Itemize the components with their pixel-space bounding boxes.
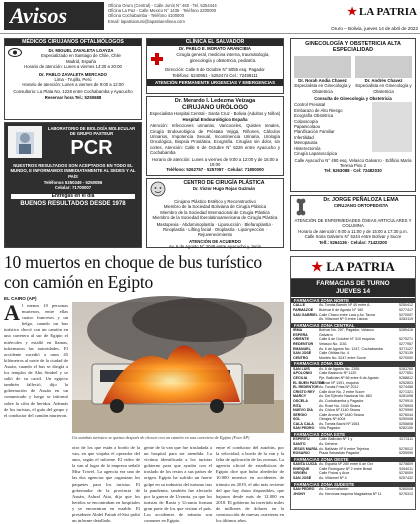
credential: Cirujano Plástico Estético y Reconstructivo [174, 199, 256, 204]
pharmacy-name: ORIENTE [293, 337, 309, 342]
doctor-name: Dr. Norah Andia Chavez [298, 77, 347, 83]
address: Consultorio: La Plata No. 1228 entre Cochabamba y Ayacucho [13, 88, 133, 94]
burning-bus-image [72, 302, 284, 433]
pharmacy-address: Av. Tomás Bachi Nº 1063 [319, 421, 360, 426]
hours: Horario de atención: Lunes a viernes de 9:00 a 12:00 y de 15:00 a 19:00 [151, 156, 279, 168]
pharmacy-phone: 5279910 [399, 398, 413, 403]
pharmacy-name: SAN GABRIEL [293, 312, 318, 317]
ad-pcr [4, 122, 142, 248]
pharmacy-phone: 5278809 [399, 462, 413, 467]
results-note: Entregas en el día [11, 194, 135, 199]
ad-oftalmologos [4, 38, 142, 120]
pharmacy-address: Pje. Ballivián Nº 66 entre 6 de Agosto [319, 375, 379, 380]
pharmacy-name: SAN PEDRO [293, 426, 315, 431]
newspaper-logo [335, 5, 417, 25]
bone-icon [294, 198, 308, 216]
pharmacy-name: CALA CALA [293, 421, 314, 426]
attention-note: ATENCIÓN DE ACUERDO [188, 238, 242, 244]
doctor-detail: Madrid, España [65, 58, 97, 64]
pharmacy-phone: 5276012 [399, 446, 413, 451]
ad-urologo [146, 96, 284, 176]
pharmacy-box [290, 256, 416, 510]
pharmacy-address: Av. 6 de Agosto No. 2355 [319, 366, 360, 371]
director: Dr. PABLO E. MORATO ARANCIBIA [179, 46, 251, 51]
credential: Miembro de la Sociedad Iberolatinoamericana de Cirugía Plástica [152, 215, 278, 221]
address: Calle Ayacucho N° 490 esq. Velasco Galvarro · Edificio María Teresa Piso 2 [294, 157, 412, 168]
pharmacy-address: Calle Rodríguez Nº 2 entre Brasil [319, 466, 372, 471]
phone: Teléfonos 5250349 - 5250086 [43, 180, 103, 186]
article-dateline: EL CAIRO (AP) [4, 296, 37, 301]
pharmacy-title-text: FARMACIAS DE TURNO [316, 280, 390, 287]
ad-text: ATENCIÓN DE ENFERMEDADES ÓSEAS ARTICULARES Y COLUMNA [294, 218, 412, 229]
pcr-big: PCR [70, 136, 113, 159]
doctor-detail: Especialista Hospital Central - Santa Cruz - Bolivia (Adultos y Niños) [149, 111, 281, 117]
pharmacy-name: RITA [293, 403, 302, 408]
pharmacy-zone-header: FARMACIAS ZONA OESTE [291, 457, 415, 462]
drop-cap: A [4, 300, 20, 325]
contact-line: Oficina Cochabamba - Teléfono 4100000 [108, 13, 185, 19]
pharmacy-row [291, 356, 415, 361]
pharmacy-phone: 5282150 [399, 426, 413, 431]
pharmacy-phone: 5285416 [399, 328, 413, 333]
pharmacy-name: JESÚS MARÍA [293, 446, 318, 451]
pharmacy-phone: 5276312 [399, 491, 413, 496]
pharmacy-name: EMANUEL [293, 346, 311, 351]
doctor-name: Dr. MIGUEL ZAVALETA LOAYZA [48, 48, 114, 53]
pharmacy-name: ROSARIO [293, 451, 310, 456]
hours: Horario de atención: Lunes a viernes de 9:00 a 12:00 [22, 82, 124, 88]
hours: Horario de atención: 9:00 a 11:00 y de 15:00 a 17:30 p.m. [298, 228, 408, 234]
pharmacy-address: Calle Oblitas No. 4 [319, 351, 349, 356]
lab-photo [8, 126, 42, 158]
pharmacy-row [291, 451, 415, 456]
pharmacy-address: Montes No. 5247 entre Sucre [319, 355, 366, 360]
pharmacy-address: Av. Circunvalación [319, 487, 349, 492]
ad-text: Cirugía general, medicina interna, traumatología, ginecología y obstetricia, pediatría. [176, 52, 270, 63]
pharmacy-name: MARCY [293, 394, 307, 399]
pharmacy-zone-header: FARMACIAS ZONA ESTE [291, 432, 415, 437]
pharmacy-phone: 5280008 [399, 487, 413, 492]
pharmacy-phone: 5288812 [399, 375, 413, 380]
pharmacy-phone: 5277957 [399, 341, 413, 346]
pharmacy-row [291, 492, 415, 497]
pharmacy-address: Calle Arce No. 2 entre Sucre [319, 389, 365, 394]
doctor-photo [355, 56, 412, 78]
pharmacy-zone-header: FARMACIAS ZONA SUDESTE [291, 482, 415, 487]
service-item: Menopausia [294, 140, 318, 146]
page-header [0, 0, 420, 34]
ad-title: CLÍNICA EL SALVADOR [147, 39, 283, 46]
article-headline: 10 muertos en choque de bus turístico con camión en Egipto [4, 252, 262, 292]
pharmacy-address: Bolívar No. 297, Pagador, Velasco [319, 328, 374, 333]
pharmacy-phone: 5281098 [399, 394, 413, 399]
contact-info [108, 3, 328, 24]
doctor-detail: Especialista en Ginecología y Obstetricia [355, 83, 412, 94]
ad-title: MÉDICOS CIRUJANOS OFTALMÓLOGOS [5, 39, 141, 46]
credential: Miembro de la Sociedad Boliviana de Cirugía Plástica [163, 204, 267, 210]
pharmacy-name: EL BUEN PASTOR [293, 380, 325, 385]
doctor-detail: Especialista en Ginecología y Obstetricia [294, 83, 351, 94]
contact-line: Oficina La Paz - Calle Mexico N° 1435 · Teléfono 2200000 [108, 8, 217, 14]
pharmacy-name: FARMAZOE [293, 308, 314, 312]
pharmacy-address: Calle Ballivián Nº 1 y [319, 437, 353, 442]
pharmacy-phone: 5279990 [399, 408, 413, 413]
article-text: l menos 10 personas murieron, entre ellas cuatro franceses y un belga, cuando un bus turístico chocó con un camión en una carretera al sur de Egipto el miércoles y estalló en llamas, informaron las autoridades. El accidente sucedió a unos 45 kilómetros al norte de la ciudad de Asuán, cuando el bus se dirigía a los templos de Abu Simbel y se salió de su carril. Un egipcio también falleció, dijo la gobernación de Asuán en un comunicado y luego se informó sobre la cifra de heridos. Además de los turistas, el guía del grupo y el conductor del camión murieron. [4, 303, 68, 418]
contact-line: Email: lapatriaoruro@lapatriaenlinea.com [108, 18, 185, 24]
phone: Teléfono: 5240951 - 5252474 Cel.: 72498111 [172, 72, 258, 78]
pharmacy-name: NUEVO DÍA [293, 408, 313, 413]
pharmacy-phone: 5271127 [399, 346, 413, 351]
cross-icon [150, 52, 164, 66]
pharmacy-zone-header: FARMACIAS ZONA SUD [291, 361, 415, 366]
ad-text: NUESTROS RESULTADOS SON ACEPTADOS EN TODO EL MUNDO, E INFORMAMOS INMEDIATAMENTE AL SEDES Y AL PAÍS [10, 162, 136, 179]
pharmacy-address: Calle Chaco entre Lara y Av. Tacna [319, 312, 375, 317]
pharmacy-name: JHONY [293, 491, 306, 496]
pharmacy-address: Bulevar 6 de Agosto N° 160 [319, 308, 364, 312]
pharmacy-address: Villa Pagador [319, 426, 341, 431]
pharmacy-address: Av. Tomás Frías Nº 2012 [319, 385, 359, 390]
article-column: gente de la van que fue trasladada a un hospital para ser atendida. La víctima identificada a los turistas gobierno para que ayudar con el traslado de los restos a sus países de origen. Egipto ha sufrido un fuerte golpe en su industria del turismo tras la pandemia, también fue afectado por la guerra de Ucrania, ya que los turistas de Rusia y Ucrania forman gran parte de los que visitan el país. Los accidentes de tránsito son comunes en Egipto. [144, 445, 212, 524]
pharmacy-phone: 5273111 [399, 437, 413, 442]
eye-icon [8, 48, 22, 57]
phone: Teléfono: 5262757 · 5257097 · Celular: 71800000 [166, 167, 264, 173]
pharmacy-address: Velasco No. 1151 [319, 341, 347, 346]
pharmacy-name: APOLONIO [293, 371, 313, 376]
specialty: CIRUJANO ORTOPEDISTA [333, 203, 389, 209]
star-icon: ★ [311, 259, 323, 274]
pharmacy-address: Calle Aroma Nº 1840 Sirana [319, 412, 364, 417]
pharmacy-phone: 5277417 [399, 308, 413, 312]
pharmacy-name: SERGIO [293, 412, 307, 417]
pharmacy-name: CRISTO REY [293, 389, 315, 394]
pharmacy-phone: 5283119 [399, 317, 413, 322]
clinic-photo [372, 102, 412, 152]
pharmacy-address: Calle Potosí y Arce [319, 471, 350, 476]
ad-ginecologia [290, 38, 416, 192]
service-item: Ecografía Obstétrica [294, 113, 334, 119]
service-item: Papanicolaou [294, 124, 321, 130]
pharmacy-phone: 5275139 [399, 351, 413, 356]
specialty: CIRUJANO URÓLOGO [181, 104, 248, 112]
article-column [4, 300, 68, 511]
credential: Miembro de la Sociedad Internacional de Cirugía Plástica [160, 209, 270, 215]
pharmacy-name: SAN PEDRO [293, 487, 315, 492]
newspaper-name: LA PATRIA [359, 6, 417, 18]
pharmacy-address: Av. Dehene [319, 442, 338, 447]
pharmacy-zone-header: FARMACIAS ZONA NORTE [291, 298, 415, 303]
pharmacy-address: Calle Backovic Nº 1120 [319, 371, 357, 376]
pharmacy-phone: 5283765 [399, 366, 413, 371]
pharmacy-phone: 5278905 [399, 403, 413, 408]
pharmacy-name: ESPÍRITU [293, 437, 310, 442]
ad-footer: ATENCIÓN PERMANENTE URGENCIAS Y EMERGENCIAS [147, 79, 283, 86]
doctor-name: Dr. JORGE PEÑALOZA LEMA [323, 197, 399, 203]
photo-caption: Un autobús turístico se quema después de chocar con un camión en una carretera de Egipto (Foto AP) [72, 435, 250, 440]
pharmacy-name: CALLE [293, 303, 305, 308]
pharmacy-name: REDENTOR [293, 341, 314, 346]
services-title: Consulta de Ginecología y Obstetricia [314, 96, 392, 102]
pharmacy-address: Av. Ballivián Nº 6 entre Tejerina [319, 446, 369, 451]
doctor-detail: Especializado en Santiago de Chile, Chile [41, 53, 121, 59]
phone: Telf.: 5264136 · Celular: 71423200 [319, 239, 387, 245]
pharmacy-name: EL REDENTOR [293, 385, 319, 390]
service-item: Infertilidad [294, 134, 314, 140]
hospital: Hospital Endourológico España [182, 116, 248, 122]
article-column: otro de los que están a bordo de la van, en que viajaba el operador del auto, según el informe. El video de la van al lugar de la empresa señaló Misr Travel. La agencia era una de las dos agencias que organizan los paquetes para los turistas. El gobernador de la provincia de Asuán, Ashraf Atia, dijo que los heridos se encontraban en hospitales y se encuentran en estable. El presidente Abdel Fattah el-Sisi pidió un informe detallado. [72, 445, 140, 524]
address: Calle Soria Galvarro N° 5244 entre Bolívar y Sucre [304, 234, 402, 240]
pharmacy-address: Av. Villarroel Nº 9 entre Lisboa [319, 317, 368, 322]
phone: Reservar hora Tel.: 5250688 [44, 95, 102, 101]
pharmacy-phone: 5252803 [399, 380, 413, 385]
ad-plastica [146, 178, 284, 248]
pharmacy-name: SOL [293, 417, 301, 422]
lab-name: LABORATORIO DE BIOLOGÍA MOLECULAR DE GRUPO PASTEUR [47, 126, 136, 137]
pharmacy-phone: 5274456 [399, 385, 413, 390]
pharmacy-address: Bolívar Nº 1391, esquina [319, 380, 359, 385]
pharmacy-date: JUEVES 14 [335, 288, 371, 295]
pharmacy-row [291, 476, 415, 481]
pharmacy-zone-header: FARMACIAS ZONA CENTRAL [291, 323, 415, 328]
pharmacy-name: ESPERA [293, 332, 308, 337]
pharmacy-phone: 5277651 [399, 371, 413, 376]
pharmacy-name: SANTA LUCÍA [293, 462, 317, 467]
phone: Tel: 5263088 · Cel: 72482030 [324, 168, 382, 174]
since-banner: BUENOS RESULTADOS DESDE 1978 [20, 201, 126, 208]
ad-ortopedista [290, 195, 416, 251]
newspaper-name: LA PATRIA [326, 259, 395, 274]
hours: Horario de atención: Lunes a viernes 14:30 a 20:00 [24, 64, 122, 70]
face-icon [150, 181, 166, 197]
pharmacy-phone: 5275271 [399, 337, 413, 342]
pharmacy-address: Calle 6 de Octubre N° 310 esquina [319, 337, 375, 342]
address: Av. 6 de Agosto N° 2045 entre Ayacucho y Junín [168, 244, 262, 250]
star-icon: ★ [347, 6, 358, 18]
pharmacy-name: IRMA [293, 328, 303, 333]
article-column: entre el conductor del autobús, por la velocidad, a bordo de la van y la falta de aplicación de las normas. La agencia oficial de estadísticas de Egipto dice que hubo alrededor de 10.000 muertos en accidentes de tránsito en 2019, el año más reciente del que hay datos disponibles, que bajaron desde más de 12.000 en 2018. El gobierno ha invertido miles de millones de dólares en la construcción de nuevas carreteras en los últimos años. [216, 445, 284, 524]
pharmacy-name: SAN LUIS [293, 366, 310, 371]
pharmacy-address: Av. Villarroel Nº 4 [319, 476, 347, 481]
service-item: Planificación Familiar [294, 129, 335, 135]
doctor-detail: Lima - Trujillo, Perú [54, 77, 92, 83]
pharmacy-logo [291, 257, 415, 279]
pharmacy-row [291, 317, 415, 322]
pharmacy-name: OSCELA [293, 398, 308, 403]
pharmacy-address: Av. España Nº 280 entre 6 de Oct [319, 462, 373, 467]
pharmacy-phone: 5264011 [399, 466, 413, 471]
pharmacy-name: SANTO [293, 442, 306, 447]
pharmacy-phone: 5255808 [399, 421, 413, 426]
services: Mastopexia · Abdominoplastía · Liposucción · Blefaroplastía · Rinoplastía · Lifting facial · Otoplastía · Lipoinyección · Rejuvenecimiento [156, 221, 274, 238]
doctor-name: Dr. Andrés Chavez [364, 77, 403, 83]
service-item: Embarazo de Alto Riesgo [294, 107, 343, 113]
pharmacy-row [291, 426, 415, 431]
pharmacy-address: Av. Del Ejército Nacional No. 863 [319, 394, 372, 399]
pharmacy-phone: 5250008 [399, 417, 413, 422]
pharmacy-name: CECILIA [293, 375, 308, 380]
service-item: Colposcopía [294, 118, 318, 124]
service-item: Histerectomía [294, 145, 321, 151]
pharmacy-phone: 5257432 [399, 476, 413, 481]
issue-date: Oruro – Bolivia, jueves 14 de abril de 2022 [331, 26, 418, 31]
phone: Celular: 71700007 [54, 185, 92, 191]
pharmacy-address: Av. Cívica Nº 1140 Sirana [319, 408, 360, 413]
ad-text: Atención: Infecciones urinarias, Varicoceles, Quistes renales, Cirugía Endourológica de Próstata Vejiga, Riñones, Cálculos Urinarios, Impotencia Sexual, Incontinencia Urinaria, Urología Oncológica, Biopsia Prostática, Ecografía. Cirugías sin dolor, sin cortes. Atención: Calle 6 de Octubre N° 6226 entre Ayacucho y Cochabamba [150, 123, 280, 156]
pharmacy-zones [291, 298, 415, 496]
pharmacy-address: Obrajes Nº 4004 [319, 417, 346, 422]
pharmacy-address: Av. Cochabamba y Pagador [319, 398, 364, 403]
pharmacy-phone: 5255999 [399, 451, 413, 456]
section-title: Avisos [4, 2, 104, 30]
pharmacy-phone: 5250412 [399, 303, 413, 308]
pharmacy-address: Av. Heroínas esquina Magdalena Nº 11 [319, 491, 382, 496]
pharmacy-name [293, 317, 319, 322]
pharmacy-address: Plaza Sebastián Pagador [319, 451, 360, 456]
pharmacy-name: CENTRO [293, 355, 309, 360]
pharmacy-address: Av. Rosé No. 1040 Sirana [319, 403, 361, 408]
ad-title: CENTRO DE CIRUGÍA PLÁSTICA [183, 180, 265, 186]
service-item: Control Prenatal [294, 102, 326, 108]
services-list [294, 102, 369, 156]
article-photo [72, 302, 284, 433]
pharmacy-phone: 5270057 [399, 312, 413, 317]
doctor-name: Dr. PABLO ZAVALETA MERCADO [38, 71, 108, 77]
pharmacy-address: Galvarro [319, 332, 333, 337]
pharmacy-phone: 5270000 [399, 355, 413, 360]
pharmacy-phone: 5278009 [399, 471, 413, 476]
director: Dr. Victor Hugo Rojas Guzmán [192, 186, 256, 192]
service-item: Cirugía Laparoscópica [294, 151, 337, 157]
pharmacy-phone: 5276044 [399, 412, 413, 417]
pharmacy-phone: 5271321 [399, 389, 413, 394]
pharmacy-title [291, 279, 415, 297]
pharmacy-name: SAN JOSÉ [293, 351, 312, 356]
doctor-name: Dr. Merardo I. Ledezma Veizaga [174, 98, 256, 104]
contact-line: Oficina Oruro (Central) - Calle Junín N° 460 · Tel. 5254444 [108, 3, 217, 8]
pharmacy-name: SAN JOSÉ [293, 476, 312, 481]
ad-title: GINECOLOGÍA Y OBSTETRICIA ALTA ESPECIALIDAD [305, 41, 401, 54]
doctor-photo [294, 56, 351, 78]
address: Dirección: Calle 6 de Octubre N° 5055 esq. Pagador [165, 67, 265, 73]
ad-clinica [146, 38, 284, 94]
pharmacy-address: Av. 6 de Agosto No. 1247, Cochabamba [319, 346, 383, 351]
pharmacy-name: ENRIQUE [293, 466, 310, 471]
pharmacy-name: VIRGEN [293, 471, 307, 476]
pharmacy-address: Av. Tomás Barrón Nº 40 entre A. [319, 303, 371, 308]
